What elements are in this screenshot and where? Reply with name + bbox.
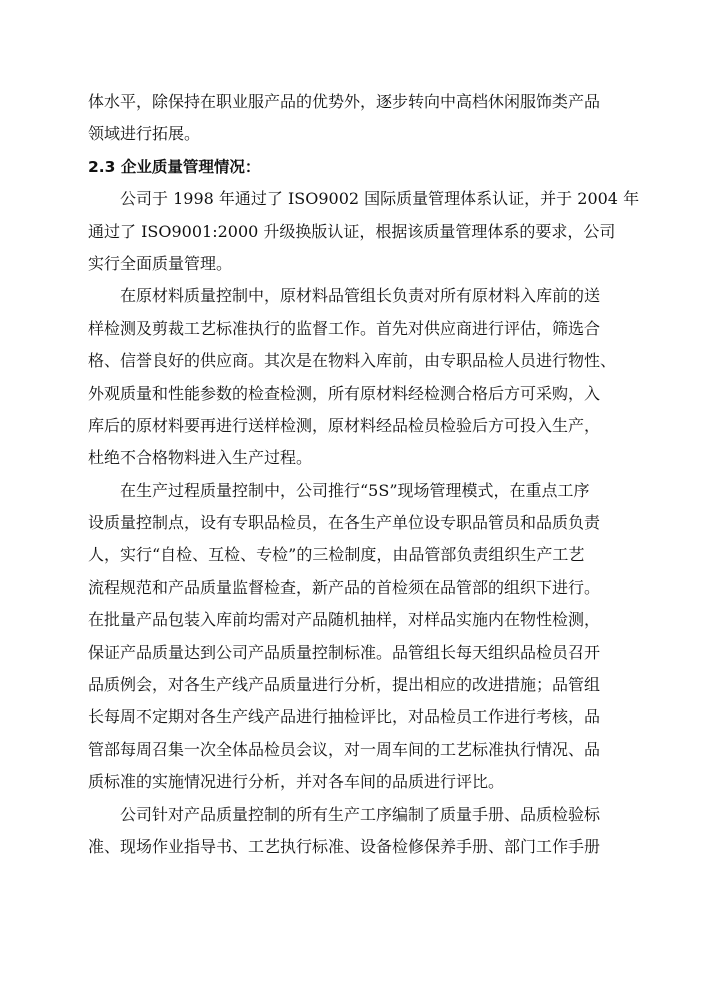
paragraph-production-control <box>88 475 628 799</box>
paragraph-continuation <box>88 86 628 151</box>
text-line: 在生产过程质量控制中，公司推行“5S”现场管理模式，在重点工序 <box>120 480 590 500</box>
text-line: 公司针对产品质量控制的所有生产工序编制了质量手册、品质检验标 <box>120 804 601 824</box>
text-line: 领域进行拓展。 <box>88 124 201 144</box>
text-line: 保证产品质量达到公司产品质量控制标准。品管组长每天组织品检员召开 <box>88 642 601 662</box>
text-line: 在批量产品包装入库前均需对产品随机抽样，对样品实施内在物性检测， <box>88 610 601 630</box>
document-body <box>88 86 640 863</box>
paragraph-raw-material-control <box>88 280 628 474</box>
section-heading-text: 2.3 企业质量管理情况： <box>88 157 261 176</box>
text-line: 公司于 1998 年通过了 ISO9002 国际质量管理体系认证，并于 2004 年 <box>120 189 640 209</box>
text-line: 杜绝不合格物料进入生产过程。 <box>88 448 313 468</box>
text-line: 准、现场作业指导书、工艺执行标准、设备检修保养手册、部门工作手册 <box>88 836 601 856</box>
text-line: 质标准的实施情况进行分析，并对各车间的品质进行评比。 <box>88 772 505 792</box>
text-line: 人，实行“自检、互检、专检”的三检制度，由品管部负责组织生产工艺 <box>88 545 585 565</box>
text-line: 外观质量和性能参数的检查检测，所有原材料经检测合格后方可采购，入 <box>88 383 601 403</box>
text-line: 设质量控制点，设有专职品检员，在各生产单位设专职品管员和品质负责 <box>88 513 601 533</box>
text-line: 体水平，除保持在职业服产品的优势外，逐步转向中高档休闲服饰类产品 <box>88 92 601 111</box>
text-line: 长每周不定期对各生产线产品进行抽检评比，对品检员工作进行考核，品 <box>88 707 601 727</box>
section-heading <box>88 151 628 183</box>
text-line: 通过了 ISO9001:2000 升级换版认证，根据该质量管理体系的要求，公司 <box>88 221 616 241</box>
text-line: 样检测及剪裁工艺标准执行的监督工作。首先对供应商进行评估，筛选合 <box>88 318 601 338</box>
paragraph-quality-documents <box>88 799 628 864</box>
text-line: 管部每周召集一次全体品检员会议，对一周车间的工艺标准执行情况、品 <box>88 739 601 759</box>
text-line: 在原材料质量控制中，原材料品管组长负责对所有原材料入库前的送 <box>120 286 601 306</box>
text-line: 格、信誉良好的供应商。其次是在物料入库前，由专职品检人员进行物性、 <box>88 351 617 371</box>
paragraph-certification <box>88 183 640 280</box>
text-line: 流程规范和产品质量监督检查，新产品的首检须在品管部的组织下进行。 <box>88 577 601 597</box>
text-line: 实行全面质量管理。 <box>88 253 233 273</box>
text-line: 品质例会，对各生产线产品质量进行分析，提出相应的改进措施；品管组 <box>88 675 601 695</box>
text-line: 库后的原材料要再进行送样检测，原材料经品检员检验后方可投入生产， <box>88 415 601 435</box>
